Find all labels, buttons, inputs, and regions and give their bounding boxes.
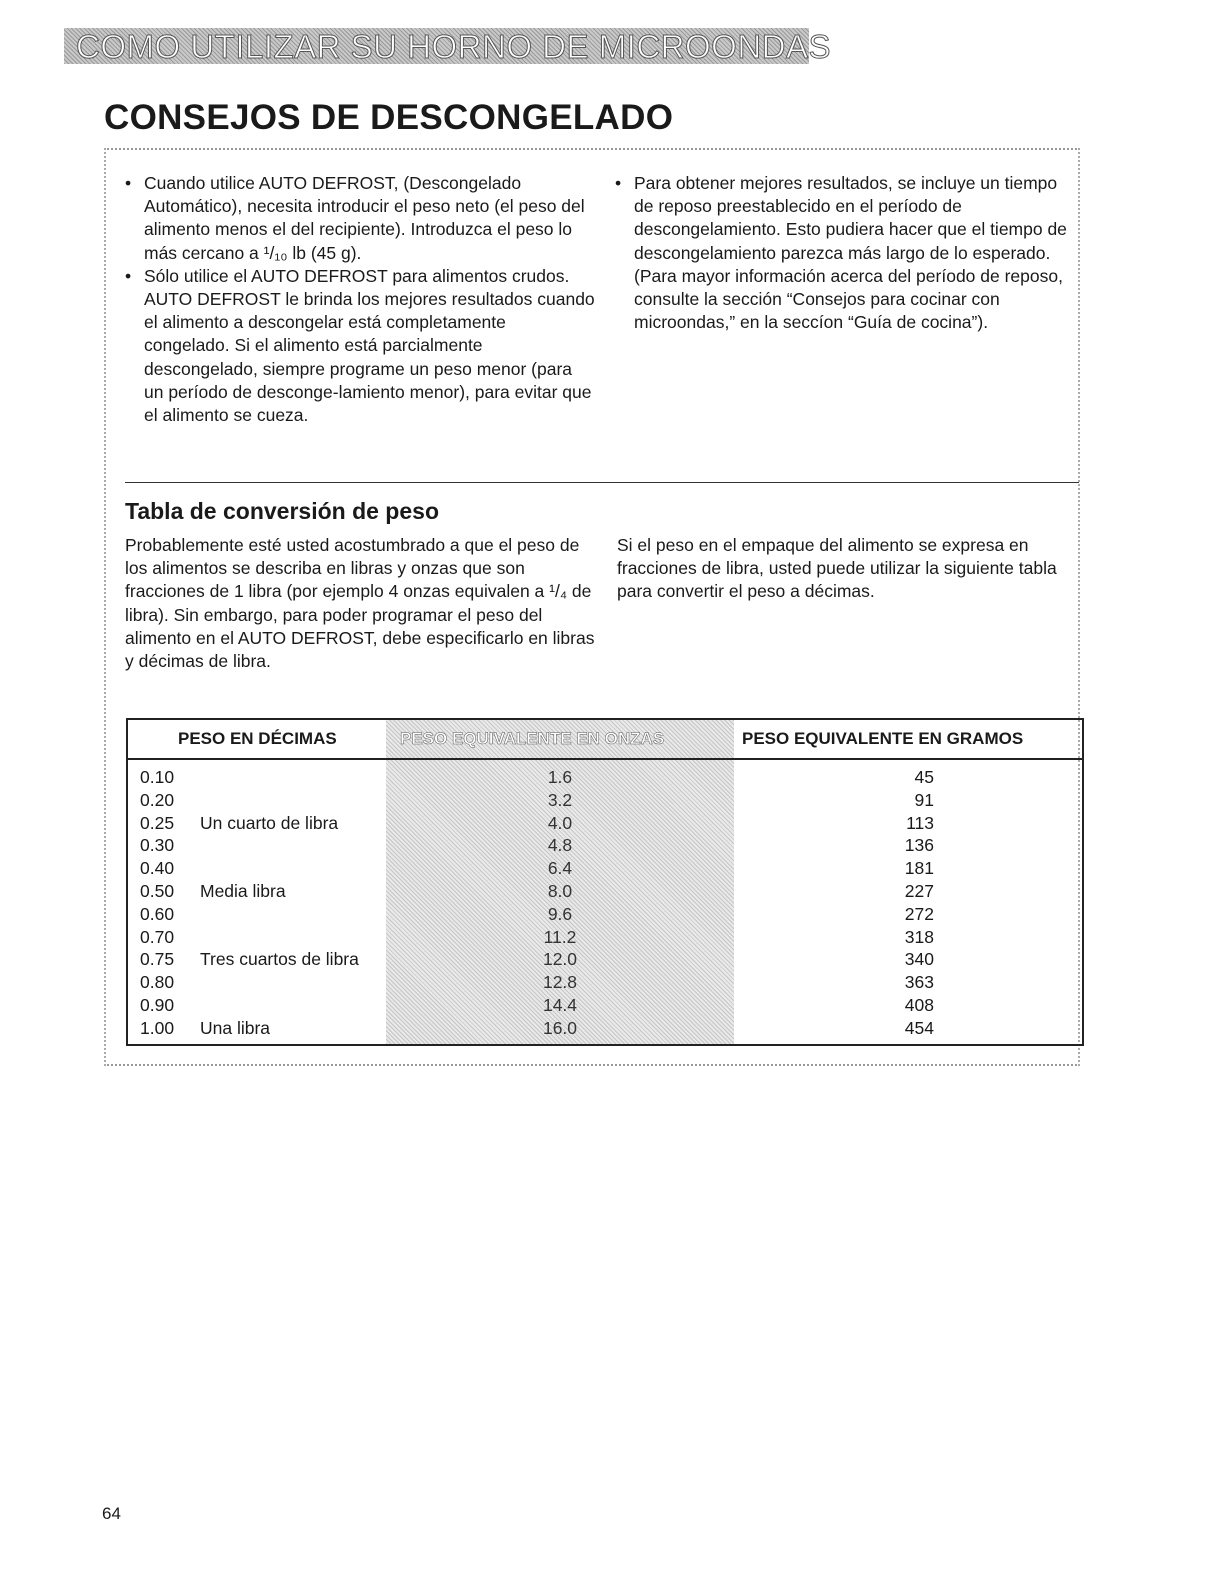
grams-cell: 136: [904, 835, 934, 856]
ounces-cell: 16.0: [542, 1017, 578, 1038]
table-row: [128, 994, 1082, 1017]
table-row: [128, 971, 1082, 994]
grams-cell: 454: [904, 1017, 934, 1038]
ounces-cell: 4.0: [547, 812, 573, 833]
table-row: [128, 948, 1082, 971]
section-header: COMO UTILIZAR SU HORNO DE MICROONDAS: [76, 28, 832, 65]
table-row: [128, 812, 1082, 835]
grams-cell: 340: [904, 949, 934, 970]
table-row: [128, 926, 1082, 949]
table-row: [128, 834, 1082, 857]
ounces-cell: 6.4: [547, 858, 573, 879]
table-row: [128, 903, 1082, 926]
tips-right-column: [615, 172, 1070, 334]
page-number: 64: [102, 1504, 121, 1523]
grams-cell: 45: [914, 767, 934, 787]
label-cell: Tres cuartos de libra: [200, 949, 359, 970]
tip-text: Cuando utilice AUTO DEFROST, (Descongelado Automático), necesita introducir el peso neto (el peso del alimento menos el del recipiente). Introduzca el peso lo más cercano a ¹/₁₀ lb (45 g).: [144, 173, 585, 263]
decimal-cell: 0.40: [140, 858, 175, 879]
conversion-paragraph-left: Probablemente esté usted acostumbrado a que el peso de los alimentos se describa en libras y onzas que son fracciones de 1 libra (por ejemplo 4 onzas equivalen a ¹/₄ de libra). Sin embargo, para poder programar el peso del alimento en el AUTO DEFROST, debe especificarlo en libras y décimas de libra.: [125, 535, 595, 672]
table-row: [128, 880, 1082, 903]
decimal-cell: 0.60: [140, 903, 175, 924]
header-ounces: PESO EQUIVALENTE EN ONZAS: [400, 729, 665, 748]
conversion-table: [126, 718, 1084, 1046]
ounces-cell: 4.8: [547, 835, 573, 856]
ounces-cell: 14.4: [542, 994, 578, 1015]
grams-cell: 181: [904, 858, 934, 879]
decimal-cell: 0.50: [140, 880, 175, 901]
grams-cell: 113: [906, 812, 934, 833]
page-title: CONSEJOS DE DESCONGELADO: [104, 98, 674, 137]
ounces-cell: 3.2: [547, 789, 573, 810]
section-divider: [125, 482, 1079, 483]
label-cell: Un cuarto de libra: [200, 812, 339, 833]
grams-cell: 91: [914, 789, 934, 810]
ounces-cell: 11.2: [543, 926, 577, 947]
ounces-cell: 12.0: [542, 949, 578, 970]
tips-left-column: [125, 172, 595, 427]
decimal-cell: 0.10: [140, 767, 175, 787]
table-row: [128, 1017, 1082, 1040]
decimal-cell: 0.75: [140, 949, 175, 970]
header-grams: PESO EQUIVALENTE EN GRAMOS: [742, 729, 1024, 748]
decimal-cell: 0.80: [140, 972, 175, 993]
grams-cell: 272: [904, 903, 934, 924]
tip-text: Sólo utilice el AUTO DEFROST para alimentos crudos. AUTO DEFROST le brinda los mejores resultados cuando el alimento a descongelar está completamente congelado. Si el alimento está parcialmente descongelado, siempre programe un peso menor (para un período de desconge-lamiento menor), para evitar que el alimento se cueza.: [144, 265, 595, 426]
label-cell: Una libra: [200, 1017, 271, 1038]
header-decimals: PESO EN DÉCIMAS: [178, 729, 337, 748]
table-row: [128, 857, 1082, 880]
bullet-icon: •: [125, 265, 132, 286]
header-rule: [128, 758, 1082, 760]
table-body: [128, 766, 1082, 1040]
grams-cell: 227: [904, 880, 934, 901]
ounces-cell: 1.6: [547, 767, 573, 787]
decimal-cell: 0.70: [140, 926, 175, 947]
decimal-cell: 0.90: [140, 994, 175, 1015]
tip-item: [615, 172, 1070, 334]
table-row: [128, 766, 1082, 789]
tip-item: [125, 265, 595, 427]
decimal-cell: 0.25: [140, 812, 175, 833]
decimal-cell: 0.20: [140, 789, 175, 810]
decimal-cell: 1.00: [140, 1017, 175, 1038]
bullet-icon: •: [615, 173, 622, 193]
grams-cell: 363: [904, 972, 934, 993]
ounces-cell: 12.8: [542, 972, 578, 993]
table-row: [128, 789, 1082, 812]
ounces-cell: 8.0: [547, 880, 573, 901]
tip-text: Para obtener mejores resultados, se incluye un tiempo de reposo preestablecido en el período de descongelamiento. Esto pudiera hacer que el tiempo de descongelamiento parezca más largo de lo esperado. (Para mayor información acerca del período de reposo, consulte la sección “Consejos para cocinar con microondas,” en la seccíon “Guía de cocina”).: [634, 173, 1067, 333]
ounces-cell: 9.6: [547, 903, 573, 924]
conversion-paragraph-right: Si el peso en el empaque del alimento se expresa en fracciones de libra, usted puede utilizar la siguiente tabla para convertir el peso a décimas.: [617, 535, 1057, 602]
bullet-icon: •: [125, 173, 132, 193]
grams-cell: 408: [904, 994, 934, 1015]
tip-item: [125, 172, 595, 265]
decimal-cell: 0.30: [140, 835, 175, 856]
grams-cell: 318: [904, 926, 934, 947]
conversion-heading: Tabla de conversión de peso: [125, 498, 439, 524]
label-cell: Media libra: [200, 880, 286, 901]
